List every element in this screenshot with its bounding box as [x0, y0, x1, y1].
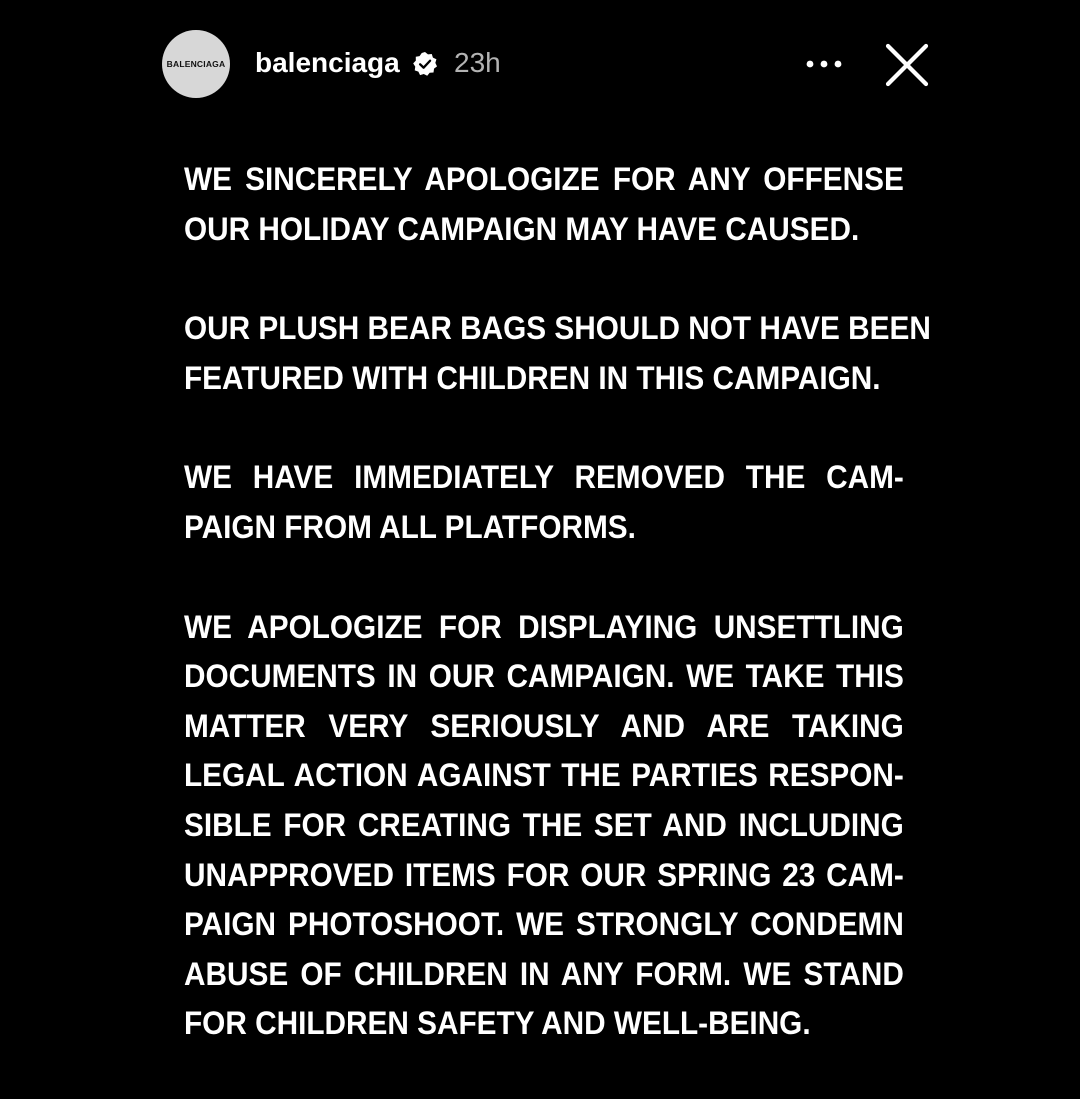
- statement-paragraph-1: [184, 155, 904, 254]
- statement-line: OUR PLUSH BEAR BAGS SHOULD NOT HAVE BEEN: [184, 310, 931, 347]
- statement-line: FEATURED WITH CHILDREN IN THIS CAMPAIGN.: [184, 359, 881, 396]
- story-header: [162, 30, 932, 100]
- statement-line: PAIGN PHOTOSHOOT. WE STRONGLY CONDEMN: [184, 906, 904, 943]
- statement-paragraph-4: [184, 603, 904, 1049]
- statement-paragraph-3: [184, 453, 904, 552]
- statement-line: SIBLE FOR CREATING THE SET AND INCLUDING: [184, 806, 904, 843]
- statement-line: ABUSE OF CHILDREN IN ANY FORM. WE STAND: [184, 955, 904, 992]
- close-icon: [882, 40, 932, 90]
- more-options-button[interactable]: [802, 44, 846, 84]
- statement-line: WE APOLOGIZE FOR DISPLAYING UNSETTLING: [184, 608, 904, 645]
- statement-line: DOCUMENTS IN OUR CAMPAIGN. WE TAKE THIS: [184, 658, 904, 695]
- statement-paragraph-2: [184, 304, 931, 403]
- statement-line: LEGAL ACTION AGAINST THE PARTIES RESPON-: [184, 757, 904, 794]
- avatar[interactable]: [162, 30, 230, 98]
- story-timestamp: 23h: [454, 47, 501, 78]
- avatar-logo-text: BALENCIAGA: [166, 59, 226, 69]
- verified-badge-icon: [412, 51, 438, 77]
- statement-line: WE HAVE IMMEDIATELY REMOVED THE CAM-: [184, 459, 904, 496]
- statement-line: UNAPPROVED ITEMS FOR OUR SPRING 23 CAM-: [184, 856, 904, 893]
- statement-line: MATTER VERY SERIOUSLY AND ARE TAKING: [184, 707, 904, 744]
- apology-statement: [184, 155, 931, 1099]
- username[interactable]: balenciaga: [255, 47, 400, 78]
- close-story-button[interactable]: [882, 40, 932, 90]
- statement-line: PAIGN FROM ALL PLATFORMS.: [184, 508, 636, 545]
- more-horizontal-icon: [802, 44, 846, 84]
- statement-line: OUR HOLIDAY CAMPAIGN MAY HAVE CAUSED.: [184, 210, 860, 247]
- statement-line: WE SINCERELY APOLOGIZE FOR ANY OFFENSE: [184, 161, 904, 197]
- statement-line: FOR CHILDREN SAFETY AND WELL-BEING.: [184, 1005, 811, 1042]
